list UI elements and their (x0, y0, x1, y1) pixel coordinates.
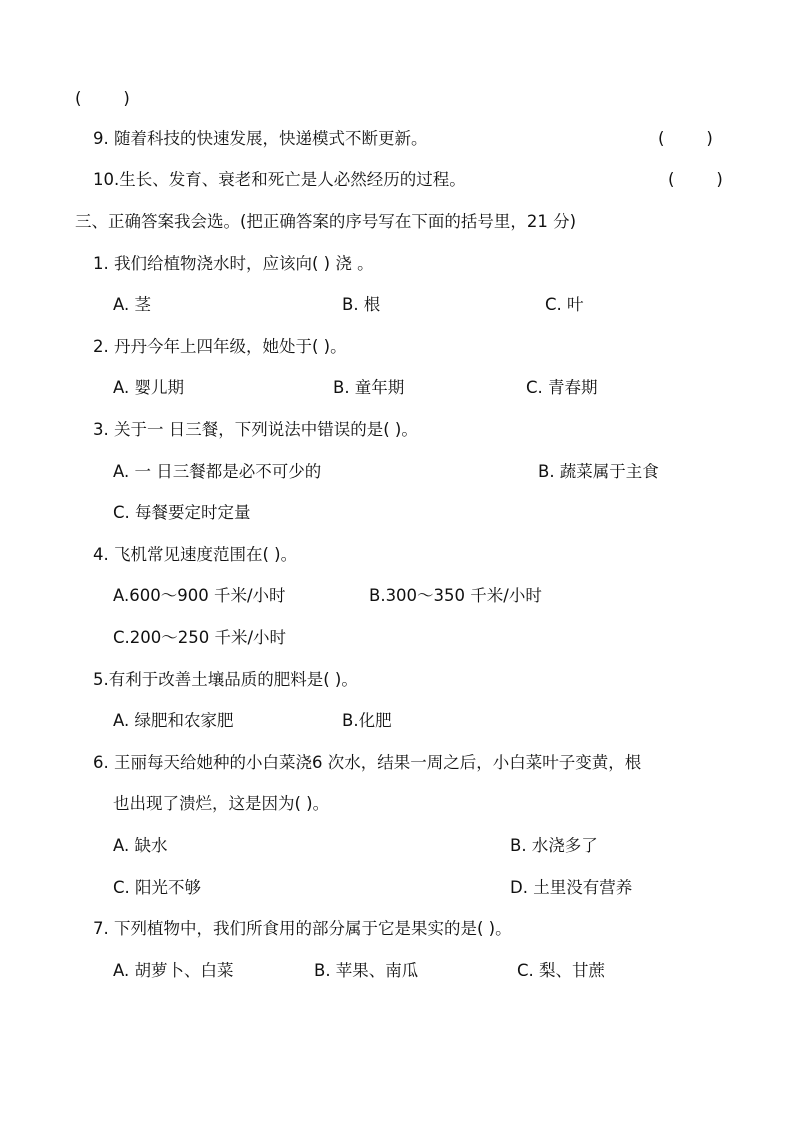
question-4-option-a: A.600～900 千米/小时 (113, 586, 286, 605)
question-4-option-b: B.300～350 千米/小时 (369, 586, 542, 605)
answer-blank-10: ( ) (668, 170, 723, 189)
question-7-stem: 7. 下列植物中，我们所食用的部分属于它是果实的是( )。 (93, 919, 512, 938)
question-3-stem: 3. 关于一 日三餐，下列说法中错误的是( )。 (93, 420, 418, 439)
question-7-option-a: A. 胡萝卜、白菜 (113, 961, 234, 980)
question-6-stem-continued: 也出现了溃烂，这是因为( )。 (113, 794, 330, 813)
question-6-stem: 6. 王丽每天给她种的小白菜浇6 次水，结果一周之后，小白菜叶子变黄，根 (93, 753, 642, 772)
question-5-option-a: A. 绿肥和农家肥 (113, 711, 234, 730)
question-6-option-c: C. 阳光不够 (113, 878, 202, 897)
question-1-option-b: B. 根 (342, 295, 381, 314)
question-2-option-b: B. 童年期 (333, 378, 405, 397)
answer-blank-9: ( ) (658, 129, 713, 148)
section-3-heading: 三、正确答案我会选。(把正确答案的序号写在下面的括号里，21 分) (75, 212, 577, 231)
question-3-option-b: B. 蔬菜属于主食 (538, 462, 659, 481)
question-1-option-a: A. 茎 (113, 295, 151, 314)
true-false-item-10: 10.生长、发育、衰老和死亡是人必然经历的过程。 (93, 170, 466, 189)
question-6-option-a: A. 缺水 (113, 836, 168, 855)
question-3-option-a: A. 一 日三餐都是必不可少的 (113, 462, 322, 481)
question-6-option-b: B. 水浇多了 (510, 836, 598, 855)
answer-blank-8: ( ) (75, 89, 130, 108)
question-2-stem: 2. 丹丹今年上四年级，她处于( )。 (93, 337, 347, 356)
question-4-stem: 4. 飞机常见速度范围在( )。 (93, 545, 298, 564)
question-7-option-c: C. 梨、甘蔗 (517, 961, 606, 980)
question-1-stem: 1. 我们给植物浇水时，应该向( ) 浇 。 (93, 254, 374, 273)
question-2-option-a: A. 婴儿期 (113, 378, 184, 397)
question-4-option-c: C.200～250 千米/小时 (113, 628, 287, 647)
question-5-stem: 5.有利于改善土壤品质的肥料是( )。 (93, 670, 358, 689)
question-5-option-b: B.化肥 (342, 711, 392, 730)
question-6-option-d: D. 土里没有营养 (510, 878, 633, 897)
question-2-option-c: C. 青春期 (526, 378, 598, 397)
question-3-option-c: C. 每餐要定时定量 (113, 503, 251, 522)
question-1-option-c: C. 叶 (545, 295, 584, 314)
true-false-item-9: 9. 随着科技的快速发展，快递模式不断更新。 (93, 129, 428, 148)
question-7-option-b: B. 苹果、南瓜 (314, 961, 419, 980)
